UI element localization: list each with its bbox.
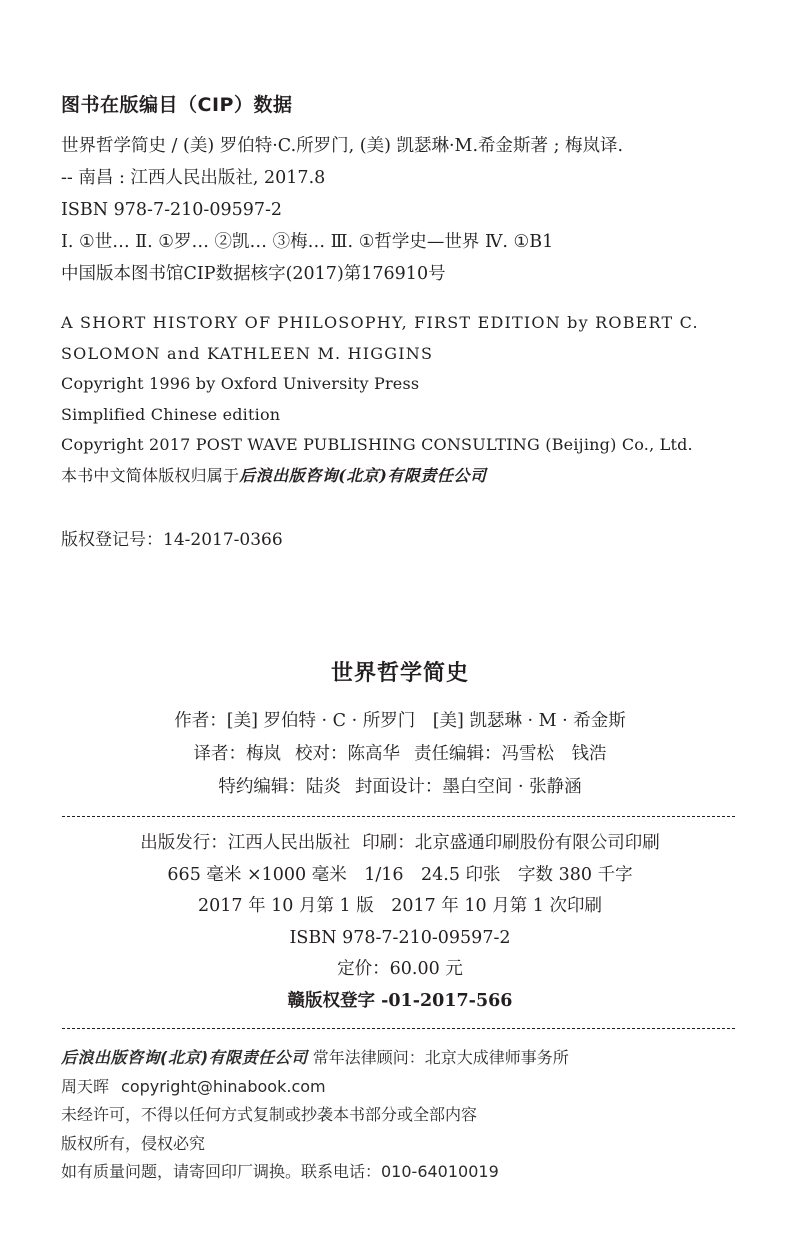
publisher: 出版发行：江西人民出版社 <box>140 833 351 853</box>
legal-counsel: 常年法律顾问：北京大成律师事务所 <box>312 1048 569 1067</box>
footer-brand-line <box>61 1044 751 1073</box>
cip-line-approval: 中国版本图书馆CIP数据核字(2017)第176910号 <box>61 264 446 284</box>
printer: 印刷：北京盛通印刷股份有限公司印刷 <box>362 833 660 853</box>
cover-design: 封面设计：墨白空间 · 张静涵 <box>354 777 582 797</box>
cip-data-block <box>61 130 741 290</box>
responsible-editors: 责任编辑：冯雪松 钱浩 <box>414 744 607 764</box>
cip-heading: 图书在版编目（CIP）数据 <box>61 94 293 116</box>
original-authors-line: SOLOMON and KATHLEEN M. HIGGINS <box>61 343 434 363</box>
price-line: 定价：60.00 元 <box>337 959 463 979</box>
publisher-printer-line <box>0 828 800 860</box>
contact-line <box>61 1073 751 1102</box>
cip-line-publisher: -- 南昌 : 江西人民出版社, 2017.8 <box>61 168 326 188</box>
design-line <box>0 771 800 804</box>
edition-line: 2017 年 10 月第 1 版 2017 年 10 月第 1 次印刷 <box>197 896 602 916</box>
quality-notice: 如有质量问题，请寄回印厂调换。联系电话：010-64010019 <box>61 1162 499 1181</box>
divider-top <box>62 816 735 817</box>
edition-line: Simplified Chinese edition <box>61 404 281 424</box>
format-line: 665 毫米 ×1000 毫米 1/16 24.5 印张 字数 380 千字 <box>167 864 633 885</box>
english-rights-block <box>61 308 751 491</box>
credits-block <box>0 705 800 804</box>
chinese-copyright-line: Copyright 2017 POST WAVE PUBLISHING CONSULTING (Beijing) Co., Ltd. <box>61 435 693 454</box>
original-copyright-line: Copyright 1996 by Oxford University Press <box>61 374 420 393</box>
rights-holder-line <box>61 461 751 492</box>
provincial-registration-line: 赣版权登字 -01-2017-566 <box>287 990 513 1011</box>
divider-bottom <box>62 1028 735 1029</box>
copyright-registration-number: 版权登记号：14-2017-0366 <box>61 530 283 550</box>
footer-block <box>61 1044 751 1187</box>
original-title-line: A SHORT HISTORY OF PHILOSOPHY, FIRST EDITION by ROBERT C. <box>61 313 699 332</box>
rights-brand: 后浪出版咨询(北京)有限责任公司 <box>239 465 487 485</box>
proofreader: 校对：陈高华 <box>295 744 400 764</box>
footer-brand: 后浪出版咨询(北京)有限责任公司 <box>61 1048 308 1067</box>
book-title: 世界哲学简史 <box>330 660 469 686</box>
rights-reserved-notice: 版权所有，侵权必究 <box>61 1133 206 1153</box>
rights-prefix: 本书中文简体版权归属于 <box>61 465 240 485</box>
special-editor: 特约编辑：陆炎 <box>218 777 341 797</box>
contact-name: 周天晖 <box>61 1076 110 1096</box>
translator-line <box>0 738 800 771</box>
authors-line: 作者：[美] 罗伯特 · C · 所罗门 [美] 凯瑟琳 · M · 希金斯 <box>174 711 626 731</box>
contact-email: copyright@hinabook.com <box>121 1076 326 1096</box>
cip-line-classification: Ⅰ. ①世… Ⅱ. ①罗… ②凯… ③梅… Ⅲ. ①哲学史—世界 Ⅳ. ①B1 <box>61 232 554 252</box>
publication-block <box>0 828 800 1017</box>
isbn-line: ISBN 978-7-210-09597-2 <box>289 927 511 948</box>
cip-line-isbn: ISBN 978-7-210-09597-2 <box>61 200 283 220</box>
cip-line-title: 世界哲学简史 / (美) 罗伯特·C.所罗门, (美) 凯瑟琳·M.希金斯著 ; 梅岚译. <box>61 136 624 156</box>
reproduction-notice: 未经许可，不得以任何方式复制或抄袭本书部分或全部内容 <box>61 1105 478 1124</box>
translator: 译者：梅岚 <box>193 744 281 764</box>
